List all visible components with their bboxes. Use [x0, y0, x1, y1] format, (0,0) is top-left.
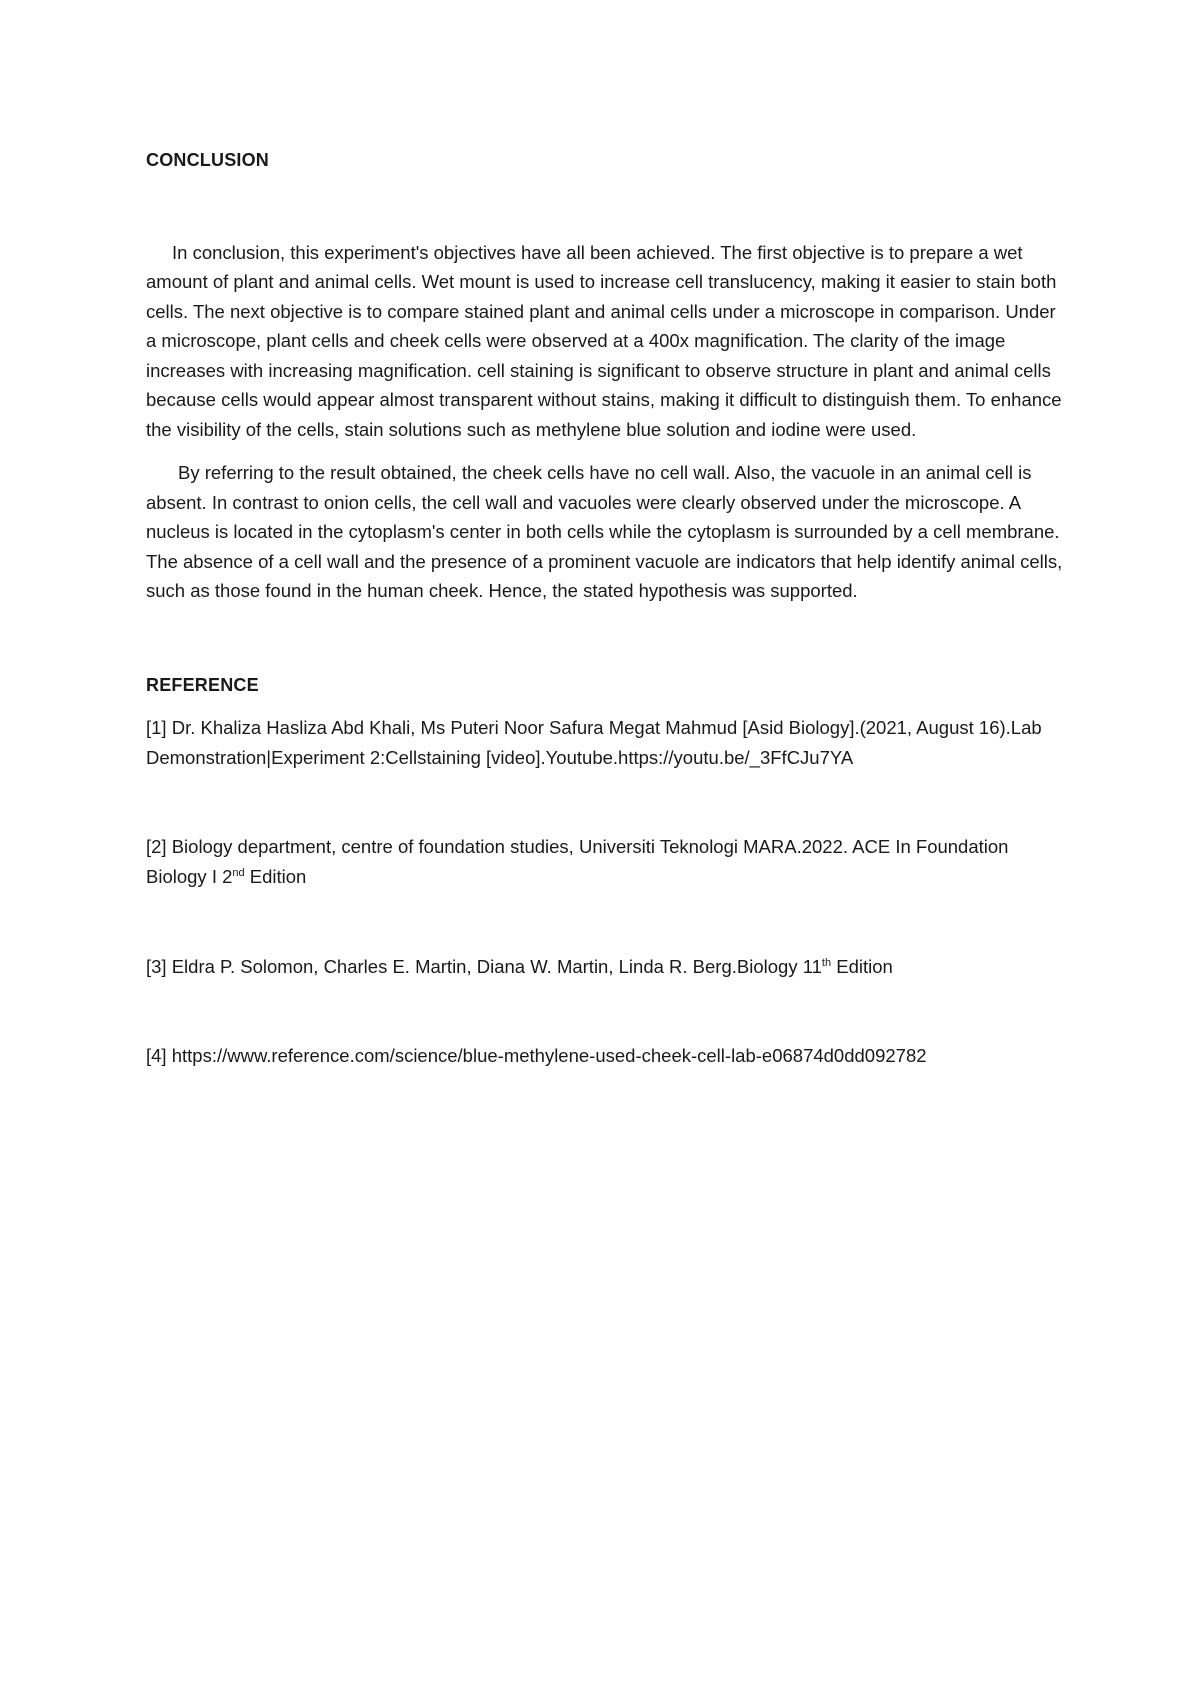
- conclusion-paragraph-2: By referring to the result obtained, the cheek cells have no cell wall. Also, the vacuole in an animal cell is absent. In contrast to onion cells, the cell wall and vacuoles were clearly observed under the microscope. A nucleus is located in the cytoplasm's center in both cells while the cytoplasm is surrounded by a cell membrane. The absence of a cell wall and the presence of a prominent vacuole are indicators that help identify animal cells, such as those found in the human cheek. Hence, the stated hypothesis was supported.: [146, 462, 1063, 601]
- reference-item-3-superscript: th: [821, 956, 832, 969]
- reference-item-4: [4] https://www.reference.com/science/blue-methylene-used-cheek-cell-lab-e06874d0dd092782: [146, 1044, 927, 1066]
- reference-item-2-superscript: nd: [232, 866, 245, 879]
- reference-item-2: [146, 832, 1066, 891]
- conclusion-heading: CONCLUSION: [146, 150, 269, 170]
- conclusion-paragraph-1: In conclusion, this experiment's objectives have all been achieved. The first objective is to prepare a wet amount of plant and animal cells. Wet mount is used to increase cell translucency, making it easier to stain both cells. The next objective is to compare stained plant and animal cells under a microscope in comparison. Under a microscope, plant cells and cheek cells were observed at a 400x magnification. The clarity of the image increases with increasing magnification. cell staining is significant to observe structure in plant and animal cells because cells would appear almost transparent without stains, making it difficult to distinguish them. To enhance the visibility of the cells, stain solutions such as methylene blue solution and iodine were used.: [146, 241, 1062, 440]
- reference-item-2-text: [2] Biology department, centre of foundation studies, Universiti Teknologi MARA.2022. ACE In Foundation Biology I 2: [146, 836, 1009, 887]
- reference-item-1: [1] Dr. Khaliza Hasliza Abd Khali, Ms Puteri Noor Safura Megat Mahmud [Asid Biology].(2021, August 16).Lab Demonstration|Experiment 2:Cellstaining [video].Youtube.https://youtu.be/_3FfCJu7YA: [146, 717, 1042, 768]
- reference-item-3-text: [3] Eldra P. Solomon, Charles E. Martin, Diana W. Martin, Linda R. Berg.Biology 11: [146, 956, 822, 977]
- page-content: [146, 146, 1066, 1070]
- reference-heading: REFERENCE: [146, 674, 259, 695]
- reference-item-3-text-after: Edition: [831, 956, 893, 977]
- reference-item-3: [146, 952, 1066, 982]
- reference-item-2-text-after: Edition: [244, 865, 307, 887]
